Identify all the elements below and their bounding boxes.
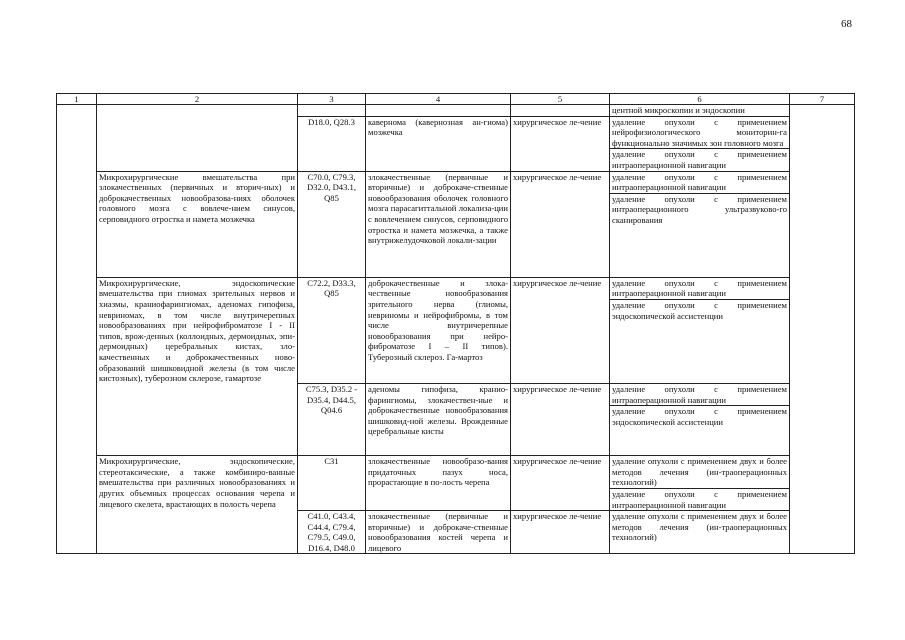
treatment-cell: удаление опухоли с применением интраоперационной навигации	[610, 488, 790, 510]
diagnosis-cell: злокачественные (первичные и вторичные) и доброкаче-ственные новообразования оболочек головного мозга парасагиттальной локализа-ции с вовлечением синусов, серповидного отростка и намета мозжечка, а также внутрижелудочковой локали-зации	[366, 171, 511, 277]
diagnosis-cell: аденомы гипофиза, кранио-фарингиомы, злокачествен-ные и доброкачественные новообразования шишковид-ной железы. Врожденные церебральные кисты	[366, 383, 511, 455]
table-header-row	[57, 94, 855, 105]
column-header: 4	[366, 94, 511, 105]
code-cell	[298, 105, 366, 117]
treatment-type-cell: хирургическое ле-чение	[511, 116, 610, 171]
code-cell: C72.2, D33.3, Q85	[298, 277, 366, 383]
diagnosis-cell: кавернома (кавернозная ан-гиома) мозжечка	[366, 116, 511, 171]
code-cell: C75.3, D35.2 - D35.4, D44.5, Q04.6	[298, 383, 366, 455]
group-cell: Микрохирургические вмешательства при злокачественных (первичных и вторич-ных) и доброкачественных новообразова-ниях оболочек головного мозга с вовлече-нием синусов, серповидного отростка и намета мозжечка	[97, 171, 298, 277]
column-header: 3	[298, 94, 366, 105]
treatment-cell: удаление опухоли с применением интраоперационной навигации	[610, 171, 790, 193]
table-row	[57, 171, 855, 193]
group-cell	[97, 105, 298, 172]
diagnosis-cell	[366, 105, 511, 117]
column-header: 7	[790, 94, 855, 105]
treatment-cell: удаление опухоли с применением интраоперационного ультразвуково-го сканирования	[610, 193, 790, 277]
column-7-cell	[790, 105, 855, 554]
treatment-cell: удаление опухоли с применением двух и более методов лечения (ин-траоперационных технологий)	[610, 511, 790, 554]
treatment-cell: удаление опухоли с применением интраоперационной навигации	[610, 149, 790, 171]
column-header: 1	[57, 94, 97, 105]
services-table	[56, 93, 855, 554]
treatment-cell: центной микроскопии и эндоскопии	[610, 105, 790, 117]
column-header: 6	[610, 94, 790, 105]
treatment-type-cell: хирургическое ле-чение	[511, 277, 610, 383]
group-cell: Микрохирургические, эндоскопические вмешательства при глиомах зрительных нервов и хиазмы, краниофарингиомах, аденомах гипофиза, невриномах, в том числе внутричерепных новообразованиях при нейрофиброматозе I - II типов, врож-денных (коллоидных, дермоидных, эпи-дермоидных) церебральных кистах, зло-качественных и доброкачественных ново-образований шишковидной железы (в том числе кистозных), туберозном склерозе, гамартозе	[97, 277, 298, 455]
column-header: 5	[511, 94, 610, 105]
table-row	[57, 456, 855, 489]
code-cell: C41.0, C43.4, C44.4, C79.4, C79.5, C49.0, D16.4, D48.0	[298, 511, 366, 554]
code-cell: C70.0, C79.3, D32.0, D43.1, Q85	[298, 171, 366, 277]
treatment-type-cell: хирургическое ле-чение	[511, 171, 610, 277]
diagnosis-cell: злокачественные (первичные и вторичные) и доброкаче-ственные новообразования костей черепа и лицевого	[366, 511, 511, 554]
treatment-cell: удаление опухоли с применением интраоперационной навигации	[610, 277, 790, 299]
treatment-type-cell: хирургическое ле-чение	[511, 383, 610, 455]
diagnosis-cell: доброкачественные и злока-чественные новообразования зрительного нерва (глиомы, невриномы и нейрофибромы, в том числе внутричерепные новообразования при нейро-фиброматозе I – II типов). Туберозный склероз. Га-мартоз	[366, 277, 511, 383]
treatment-cell: удаление опухоли с применением интраоперационной навигации	[610, 383, 790, 405]
page-number: 68	[841, 18, 852, 30]
treatment-cell: удаление опухоли с применением эндоскопической ассистенции	[610, 406, 790, 456]
treatment-type-cell: хирургическое ле-чение	[511, 511, 610, 554]
column-header: 2	[97, 94, 298, 105]
group-cell: Микрохирургические, эндоскопические, стереотаксические, а также комбиниро-ванные вмешательства при различных новообразованиях и других объемных процессах основания черепа и лицевого скелета, врастающих в полость черепа	[97, 456, 298, 554]
code-cell: C31	[298, 456, 366, 511]
treatment-type-cell: хирургическое ле-чение	[511, 456, 610, 511]
treatment-cell: удаление опухоли с применением эндоскопической ассистенции	[610, 299, 790, 383]
treatment-cell: удаление опухоли с применением нейрофизиологического мониторин-га функционально значимых зон головного мозга	[610, 116, 790, 149]
treatment-type-cell	[511, 105, 610, 117]
diagnosis-cell: злокачественные новообразо-вания придаточных пазух носа, прорастающие в по-лость черепа	[366, 456, 511, 511]
code-cell: D18.0, Q28.3	[298, 116, 366, 171]
column-1-cell	[57, 105, 97, 554]
table-row	[57, 105, 855, 117]
treatment-cell: удаление опухоли с применением двух и более методов лечения (ин-траоперационных технологий)	[610, 456, 790, 489]
table-row	[57, 277, 855, 299]
